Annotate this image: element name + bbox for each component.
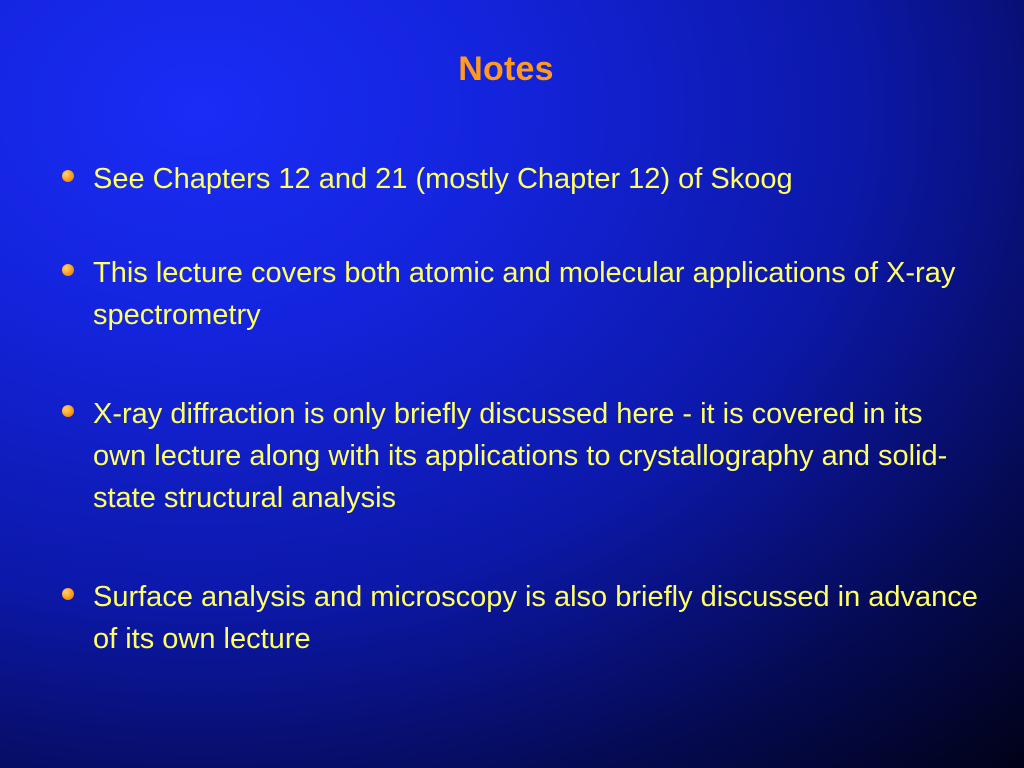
bullet-item (58, 252, 978, 336)
bullet-item (58, 158, 978, 200)
bullet-text: Surface analysis and microscopy is also briefly discussed in advance of its own lecture (93, 581, 978, 655)
bullet-item (58, 393, 978, 519)
bullet-dot-icon (62, 405, 74, 417)
bullet-item (58, 576, 978, 660)
bullet-dot-icon (62, 264, 74, 276)
slide-title: Notes (458, 50, 554, 88)
bullet-text: This lecture covers both atomic and molecular applications of X-ray spectrometry (93, 257, 956, 331)
bullet-dot-icon (62, 170, 74, 182)
bullet-text: X-ray diffraction is only briefly discussed here - it is covered in its own lecture along with its applications to crystallography and solid-state structural analysis (93, 398, 948, 514)
bullet-text: See Chapters 12 and 21 (mostly Chapter 12) of Skoog (93, 163, 793, 195)
bullet-dot-icon (62, 588, 74, 600)
bullet-list (58, 158, 978, 660)
